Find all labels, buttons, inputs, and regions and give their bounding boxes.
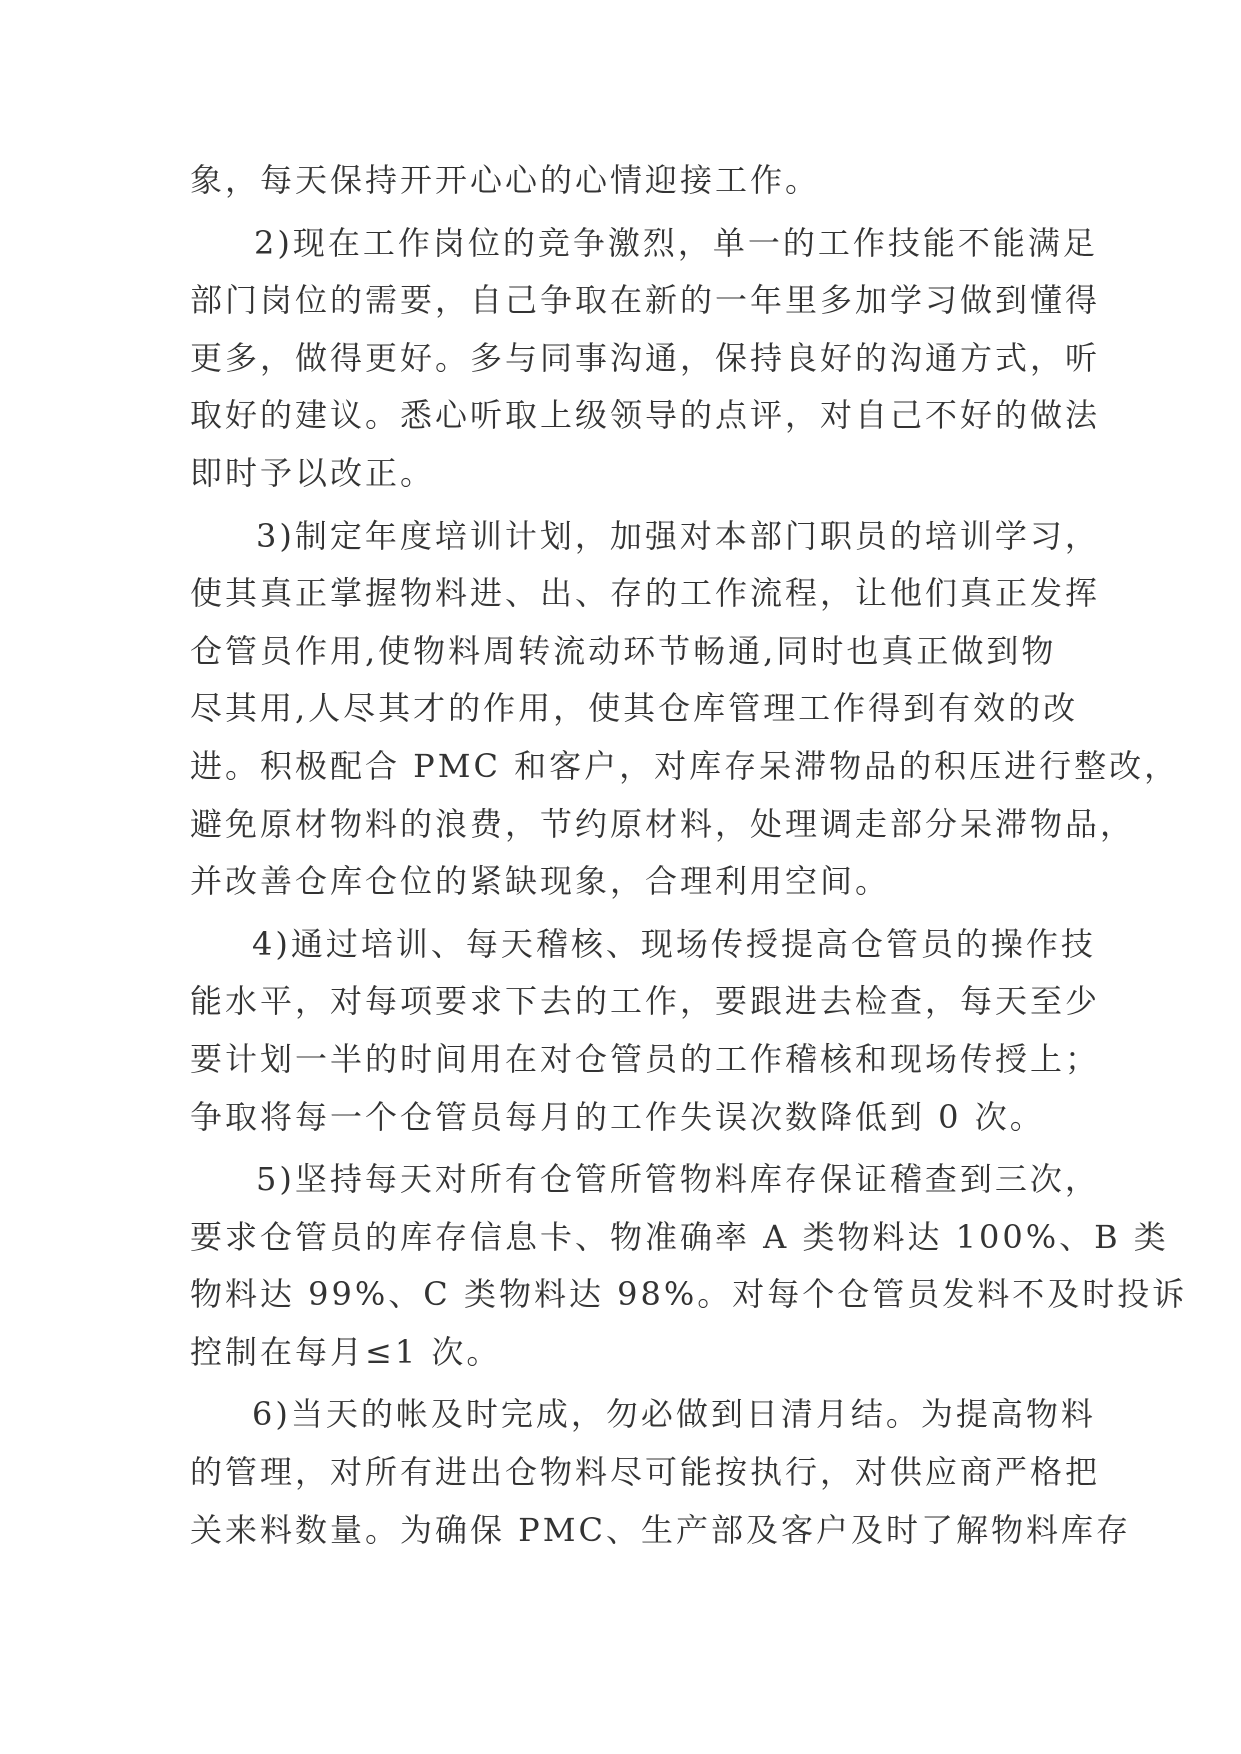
text-line: 2)现在工作岗位的竞争激烈，单一的工作技能不能满足 [254,223,1098,262]
text-line: 争取将每一个仓管员每月的工作失误次数降低到 0 次。 [190,1097,1045,1136]
text-line: 使其真正掌握物料进、出、存的工作流程，让他们真正发挥 [190,574,1101,613]
text-line: 关来料数量。为确保 PMC、生产部及客户及时了解物料库存 [190,1510,1131,1549]
text-line: 4)通过培训、每天稽核、现场传授提高仓管员的操作技 [252,924,1096,963]
text-line: 进。积极配合 PMC 和客户，对库存呆滞物品的积压进行整改， [190,746,1180,785]
text-line: 象，每天保持开开心心的心情迎接工作。 [190,161,821,199]
text-line: 要计划一半的时间用在对仓管员的工作稽核和现场传授上； [190,1039,1101,1078]
text-line: 避免原材物料的浪费，节约原材料，处理调走部分呆滞物品， [190,804,1136,843]
document-body [190,152,1188,1559]
text-line: 仓管员作用,使物料周转流动环节畅通,同时也真正做到物 [190,631,1057,670]
text-line: 5)坚持每天对所有仓管所管物料库存保证稽查到三次， [256,1160,1100,1199]
text-line: 更多，做得更好。多与同事沟通，保持良好的沟通方式，听 [190,338,1101,377]
paragraph-item-5 [190,1151,1188,1381]
text-line: 部门岗位的需要，自己争取在新的一年里多加学习做到懂得 [190,281,1101,320]
text-line: 控制在每月≤1 次。 [190,1332,502,1371]
text-line: 的管理，对所有进出仓物料尽可能按执行，对供应商严格把 [190,1453,1101,1492]
text-line: 6)当天的帐及时完成，勿必做到日清月结。为提高物料 [252,1395,1096,1434]
text-line: 3)制定年度培训计划，加强对本部门职员的培训学习， [256,516,1100,555]
text-line: 要求仓管员的库存信息卡、物准确率 A 类物料达 100%、B 类 [190,1217,1169,1256]
text-line: 即时予以改正。 [190,453,436,492]
paragraph-continuation [190,152,1052,210]
text-line: 并改善仓库仓位的紧缺现象，合理利用空间。 [190,862,891,901]
paragraph-item-4 [190,916,1101,1146]
text-line: 物料达 99%、C 类物料达 98%。对每个仓管员发料不及时投诉 [190,1275,1188,1314]
paragraph-item-3 [190,508,1180,911]
text-line: 能水平，对每项要求下去的工作，要跟进去检查，每天至少 [190,982,1101,1021]
text-line: 尽其用,人尽其才的作用，使其仓库管理工作得到有效的改 [190,689,1079,728]
text-line: 取好的建议。悉心听取上级领导的点评，对自己不好的做法 [190,396,1101,435]
paragraph-item-2 [190,215,1101,503]
paragraph-item-6 [190,1386,1131,1559]
